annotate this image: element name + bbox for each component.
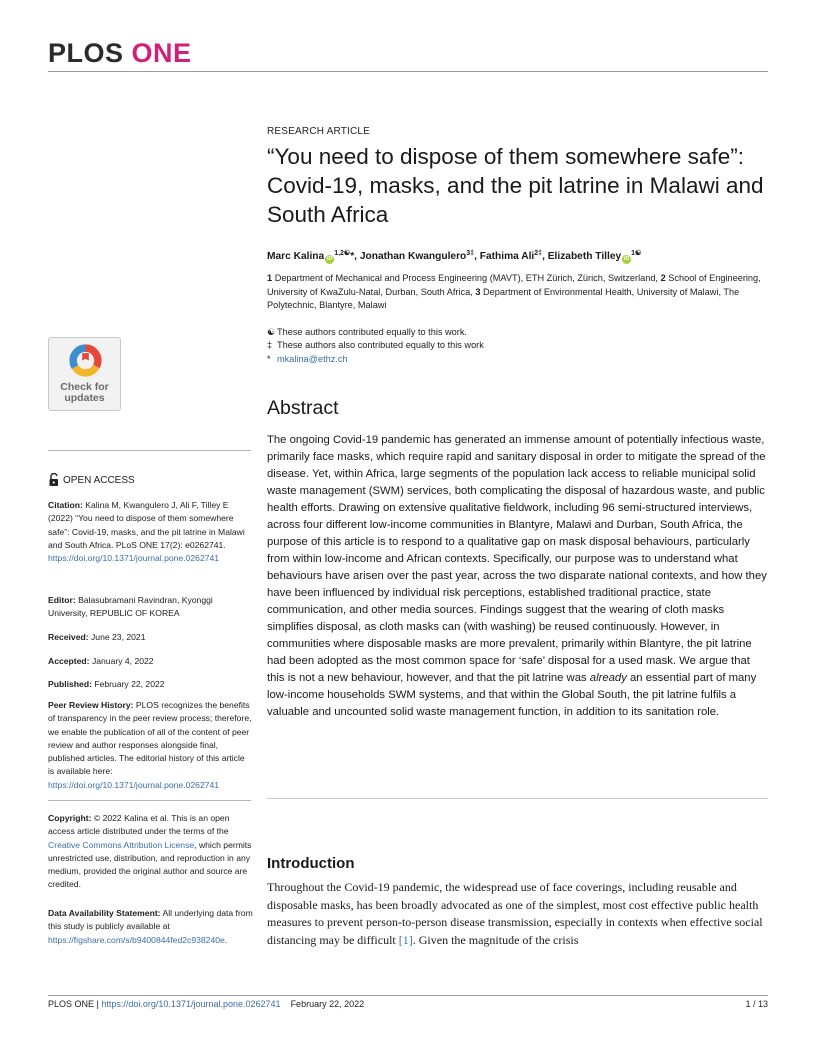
copyright-label: Copyright: xyxy=(48,813,92,823)
crossmark-line-1: Check for xyxy=(60,381,109,393)
footer-separator: | xyxy=(96,999,99,1009)
footer-left xyxy=(48,999,364,1009)
accepted-block xyxy=(48,655,253,668)
open-lock-icon xyxy=(48,473,61,487)
data-availability-block xyxy=(48,907,253,947)
page-number: 1 / 13 xyxy=(745,999,768,1009)
abstract-divider xyxy=(267,798,768,799)
check-for-updates-badge[interactable] xyxy=(48,337,121,411)
introduction-text-part-2: . Given the magnitude of the crisis xyxy=(412,932,579,947)
author-affiliation-marker: 1☯ xyxy=(631,250,642,257)
corresponding-symbol: * xyxy=(267,353,271,364)
editor-block xyxy=(48,594,253,621)
crossmark-label xyxy=(49,382,120,404)
copyright-block xyxy=(48,812,253,892)
footer-journal: PLOS ONE xyxy=(48,999,95,1009)
footer-doi-link[interactable]: https://doi.org/10.1371/journal.pone.0262741 xyxy=(101,999,281,1009)
corresponding-note xyxy=(267,353,772,366)
equal-contribution-symbol: ☯ xyxy=(267,327,276,337)
data-availability-text: All underlying data from this study is publicly available at xyxy=(48,908,253,932)
affiliation-text: Department of Environmental Health, University of Malawi, The Polytechnic, Blantyre, Malawi xyxy=(267,286,740,310)
orcid-icon[interactable]: iD xyxy=(623,256,630,262)
abstract-text-part-2: an essential part of many low-income households SWM systems, and that within the Global South, the pit latrine fulfils a valuable and uncounted solid waste management function, in addition to its sanitation role. xyxy=(267,672,757,718)
citation-label: Citation: xyxy=(48,500,83,510)
author-affiliation-marker: 3‡ xyxy=(466,250,475,257)
copyright-text-end: , which permits unrestricted use, distribution, and reproduction in any medium, provided the original author and source are credited. xyxy=(48,839,252,890)
author-name[interactable]: Marc Kalina xyxy=(267,251,325,262)
author-notes xyxy=(267,326,772,366)
copyright-text: © 2022 Kalina et al. This is an open access article distributed under the terms of the xyxy=(48,813,230,837)
article-type: RESEARCH ARTICLE xyxy=(267,126,371,137)
equal-contribution-text: These authors contributed equally to this work. xyxy=(277,327,467,337)
logo-plos: PLOS xyxy=(48,38,124,68)
abstract-emphasis: already xyxy=(589,672,627,684)
corresponding-marker: * xyxy=(350,251,355,262)
author-affiliation-marker: 2‡ xyxy=(534,250,543,257)
also-contribution-symbol: ‡ xyxy=(267,340,273,351)
citation-block xyxy=(48,499,253,565)
logo-one: ONE xyxy=(131,38,192,68)
editor-text: Balasubramani Ravindran, Kyonggi University, REPUBLIC OF KOREA xyxy=(48,595,213,619)
footer-divider xyxy=(48,995,768,996)
corresponding-email-link[interactable]: mkalina@ethz.ch xyxy=(277,353,348,364)
affiliation-number: 2 xyxy=(660,273,666,283)
orcid-icon[interactable]: iD xyxy=(326,256,333,262)
author-list: Marc Kalina $iD^{1,2☯}*$, Jonathan Kwangulero$^{3\ddagger}$, Fathima Ali$^{2\ddagger}$, Elizabeth Tilley $iD^{1☯}$ xyxy=(267,250,642,262)
accepted-label: Accepted: xyxy=(48,656,90,666)
peer-review-block xyxy=(48,699,253,792)
received-date: June 23, 2021 xyxy=(91,632,146,642)
abstract-heading: Abstract xyxy=(267,397,339,419)
affiliation-number: 1 xyxy=(267,273,273,283)
published-label: Published: xyxy=(48,679,92,689)
citation-text: Kalina M, Kwangulero J, Ali F, Tilley E (2022) “You need to dispose of them somewhere safe”: Covid-19, masks, and the pit latrine in Malawi and South Africa. PLoS ONE 17(2): e0262741. xyxy=(48,500,245,550)
affiliations xyxy=(267,272,772,313)
introduction-text-part-1: Throughout the Covid-19 pandemic, the widespread use of face coverings, including reusable and disposable masks, has been broadly advocated as one of the simplest, most cost effective public health measures to prevent person-to-person disease transmission, especially in contexts when effective social distancing may be difficult xyxy=(267,880,763,947)
published-date: February 22, 2022 xyxy=(94,679,165,689)
accepted-date: January 4, 2022 xyxy=(91,656,154,666)
article-title: “You need to dispose of them somewhere safe”: Covid-19, masks, and the pit latrine in Malawi and South Africa xyxy=(267,144,764,227)
equal-contribution-note xyxy=(267,326,772,339)
received-label: Received: xyxy=(48,632,89,642)
introduction-heading: Introduction xyxy=(267,855,355,872)
affiliation-text: Department of Mechanical and Process Engineering (MAVT), ETH Zürich, Zürich, Switzerland, xyxy=(274,273,658,283)
crossmark-line-2: updates xyxy=(64,392,105,404)
license-link[interactable]: Creative Commons Attribution License xyxy=(48,839,195,850)
header-divider xyxy=(48,71,768,72)
published-block xyxy=(48,678,253,691)
introduction-text xyxy=(267,879,770,949)
abstract-text-part-1: The ongoing Covid-19 pandemic has generated an immense amount of potentially infectious waste, primarily face masks, which require rapid and sanitary disposal in order to mitigate the spread of the disease. Yet, within Africa, large segments of the population lack access to reliable municipal solid waste management (SWM) services, both complicating the disposal of hazardous waste, and public health efforts. Drawing on extensive qualitative fieldwork, including 96 semi-structured interviews, across four different low-income communities in Blantyre, Malawi and Durban, South Africa, the purpose of this article is to respond to a qualitative gap on mask disposal behaviours, particularly from within low-income and African contexts. Specifically, our purpose was to understand what behaviours have arisen over the past year, across the two disparate national contexts, and how they have been influenced by individual risk perceptions, established traditional practice, state communication, and other media sources. Findings suggest that the wearing of cloth masks simplifies disposal, as cloth masks can (with washing) be reused continuously. However, in communities where disposable masks are more prevalent, primarily within Blantyre, the pit latrine had been adopted as the most common space for ‘safe’ disposal for a used mask. We argue that this is not a new behaviour, however, and that the pit latrine was xyxy=(267,434,767,684)
editor-label: Editor: xyxy=(48,595,76,605)
peer-review-label: Peer Review History: xyxy=(48,700,134,710)
journal-logo[interactable] xyxy=(48,38,192,68)
affiliation-text: School of Engineering, University of KwaZulu-Natal, Durban, South Africa, xyxy=(267,273,761,297)
footer-date: February 22, 2022 xyxy=(290,999,365,1009)
sidebar-divider-top xyxy=(48,450,251,451)
open-access-text: OPEN ACCESS xyxy=(63,474,135,486)
peer-review-text: PLOS recognizes the benefits of transparency in the peer review process; therefore, we enable the publication of all of the content of peer review and author responses alongside final, published articles. The editorial history of this article is available here: xyxy=(48,700,252,777)
author-name[interactable]: Fathima Ali xyxy=(479,251,535,262)
also-contribution-note xyxy=(267,339,772,352)
crossmark-icon xyxy=(69,344,102,377)
data-availability-label: Data Availability Statement: xyxy=(48,908,161,918)
figshare-link[interactable]: https://figshare.com/s/b9400844fed2c938240e xyxy=(48,934,225,945)
reference-link[interactable]: [1] xyxy=(398,932,413,947)
received-block xyxy=(48,631,253,644)
author-name[interactable]: Elizabeth Tilley xyxy=(547,251,622,262)
sidebar-divider-bottom xyxy=(48,800,251,801)
citation-doi-link[interactable]: https://doi.org/10.1371/journal.pone.0262741 xyxy=(48,553,220,564)
affiliation-number: 3 xyxy=(475,286,481,297)
author-name[interactable]: Jonathan Kwangulero xyxy=(359,251,467,262)
open-access-label xyxy=(48,473,135,487)
also-contribution-text: These authors also contributed equally to this work xyxy=(277,340,484,351)
peer-review-link[interactable]: https://doi.org/10.1371/journal.pone.0262741 xyxy=(48,779,220,790)
abstract-text xyxy=(267,432,770,721)
author-affiliation-marker: 1,2☯ xyxy=(334,250,351,257)
data-availability-end: . xyxy=(224,934,228,945)
